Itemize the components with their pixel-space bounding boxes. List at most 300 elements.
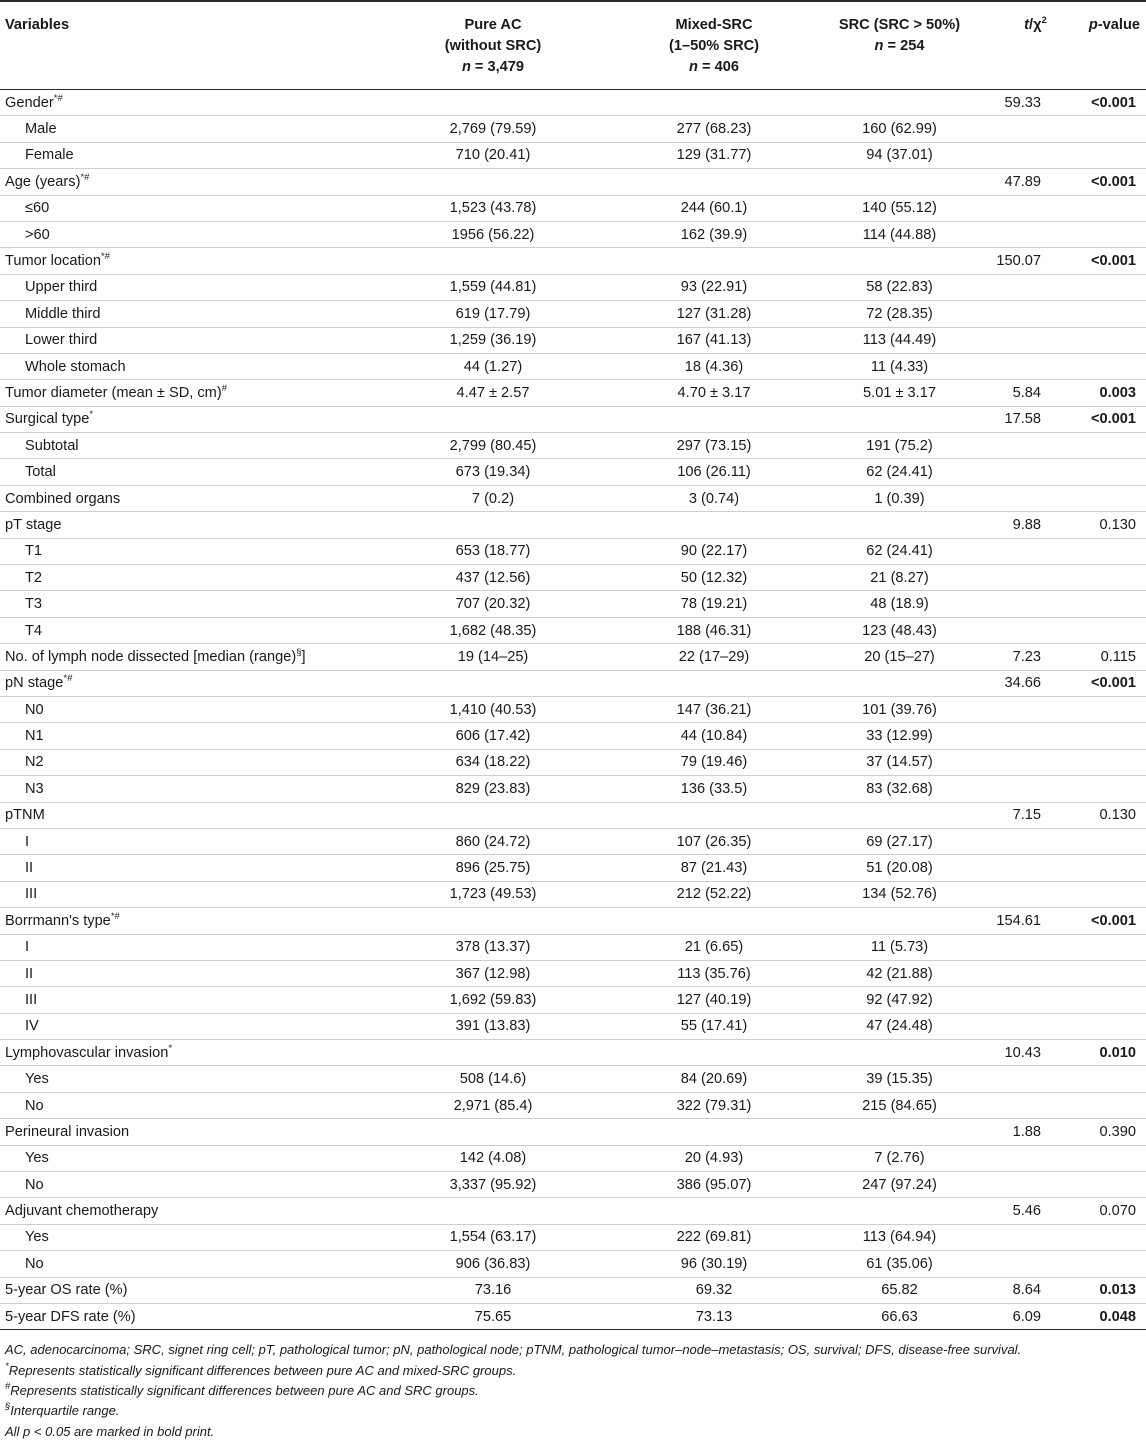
cell-pure-ac [374, 802, 612, 828]
footnote-marker: *# [53, 92, 63, 104]
cell-variable [0, 380, 374, 406]
cell-p-value [1062, 1092, 1146, 1118]
cell-variable [0, 301, 374, 327]
cell-mixed-src [612, 670, 816, 696]
cell-variable [0, 617, 374, 643]
cell-mixed-src [612, 1040, 816, 1066]
cell-pure-ac: 508 (14.6) [459, 1071, 527, 1088]
cell-statistic [983, 221, 1062, 247]
cell-pure-ac: 367 (12.98) [455, 965, 531, 982]
footnote-marker: *# [100, 251, 110, 263]
cell-mixed-src [612, 802, 816, 828]
cell-pure-ac: 7 (0.2) [471, 490, 515, 507]
variable-label: Yes [25, 1071, 49, 1088]
cell-mixed-src: 188 (46.31) [676, 622, 752, 639]
cell-pure-ac: 4.47 ± 2.57 [456, 384, 530, 401]
footnote-marker: *# [80, 171, 90, 183]
cell-p-value: <0.001 [1090, 253, 1136, 270]
cell-mixed-src: 18 (4.36) [684, 358, 744, 375]
cell-statistic [983, 1172, 1062, 1198]
variable-label: No [25, 1176, 44, 1193]
table-row [0, 1092, 1146, 1118]
header-p-value [1062, 1, 1146, 90]
variable-label: Adjuvant chemotherapy [5, 1203, 159, 1220]
footnote-hash [5, 1381, 1146, 1401]
cell-mixed-src: 21 (6.65) [684, 939, 744, 956]
cell-variable [0, 406, 374, 432]
cell-src: 66.63 [881, 1308, 918, 1325]
cell-p-value: 0.003 [1099, 384, 1136, 401]
n-symbol: n [461, 59, 471, 75]
cell-src: 48 (18.9) [870, 596, 929, 613]
cell-src [816, 908, 983, 934]
variable-label: N2 [25, 754, 44, 771]
cell-variable [0, 169, 374, 195]
cell-mixed-src [612, 1119, 816, 1145]
table-row [0, 908, 1146, 934]
table-row [0, 327, 1146, 353]
cell-pure-ac: 619 (17.79) [455, 305, 531, 322]
header-mixed-n [616, 57, 812, 78]
cell-p-value: <0.001 [1090, 173, 1136, 190]
cell-p-value: 0.115 [1100, 648, 1136, 665]
cell-statistic [983, 116, 1062, 142]
cell-pure-ac: 906 (36.83) [455, 1255, 531, 1272]
cell-statistic [983, 828, 1062, 854]
cell-p-value [1062, 301, 1146, 327]
table-row [0, 1066, 1146, 1092]
variable-label: No [25, 1255, 44, 1272]
cell-p-value: 0.013 [1099, 1282, 1136, 1299]
cell-variable [0, 1092, 374, 1118]
header-statistic [983, 1, 1062, 90]
cell-variable [0, 644, 374, 670]
cell-pure-ac: 142 (4.08) [459, 1150, 527, 1167]
variable-label: pTNM [5, 807, 45, 824]
table-row [0, 670, 1146, 696]
cell-variable [0, 1172, 374, 1198]
footnote-section [5, 1401, 1146, 1421]
cell-src: 51 (20.08) [866, 860, 933, 877]
cell-pure-ac: 707 (20.32) [455, 596, 531, 613]
cell-variable [0, 538, 374, 564]
cell-mixed-src [612, 908, 816, 934]
cell-p-value [1062, 987, 1146, 1013]
variable-label: II [25, 860, 34, 877]
variable-label: N1 [25, 728, 44, 745]
table-row [0, 221, 1146, 247]
cell-pure-ac: 44 (1.27) [463, 358, 523, 375]
cell-statistic [983, 565, 1062, 591]
footnote-marker: # [221, 382, 227, 394]
cell-p-value [1062, 353, 1146, 379]
table-row [0, 776, 1146, 802]
cell-pure-ac: 19 (14–25) [457, 648, 529, 665]
cell-pure-ac: 1,410 (40.53) [449, 701, 537, 718]
cell-pure-ac: 673 (19.34) [455, 464, 531, 481]
cell-src [816, 670, 983, 696]
cell-src: 134 (52.76) [862, 886, 937, 903]
cell-variable [0, 855, 374, 881]
cell-src [816, 1119, 983, 1145]
variable-label: III [25, 886, 38, 903]
table-row [0, 1277, 1146, 1303]
cell-pure-ac: 1,723 (49.53) [449, 886, 537, 903]
variable-label: Middle third [25, 305, 101, 322]
variable-label: Surgical type [5, 411, 90, 428]
cell-statistic: 5.84 [1012, 384, 1041, 401]
cell-variable [0, 142, 374, 168]
footnote-marker: § [296, 646, 302, 658]
cell-statistic: 7.23 [1012, 648, 1041, 665]
footnote-marker: * [168, 1042, 173, 1054]
cell-src: 42 (21.88) [866, 965, 933, 982]
table-row [0, 617, 1146, 643]
cell-variable [0, 881, 374, 907]
variable-label: 5-year DFS rate (%) [5, 1308, 136, 1325]
cell-src: 83 (32.68) [866, 780, 933, 797]
cell-mixed-src: 277 (68.23) [676, 121, 752, 138]
cell-src: 1 (0.39) [874, 490, 925, 507]
cell-p-value: <0.001 [1090, 94, 1136, 111]
table-body [0, 90, 1146, 1330]
cell-pure-ac: 1956 (56.22) [451, 226, 535, 243]
cell-p-value: 0.048 [1099, 1308, 1136, 1325]
footnote-section-mark: § [5, 1401, 11, 1413]
variable-label: Lower third [25, 332, 98, 349]
cell-src [816, 169, 983, 195]
cell-pure-ac: 1,554 (63.17) [449, 1229, 537, 1246]
cell-pure-ac: 860 (24.72) [455, 833, 531, 850]
header-src-line1: SRC (SRC > 50%) [838, 17, 961, 33]
cell-p-value [1062, 855, 1146, 881]
n-symbol: n [874, 38, 884, 54]
cell-statistic [983, 749, 1062, 775]
cell-mixed-src: 73.13 [695, 1308, 733, 1325]
cell-statistic [983, 142, 1062, 168]
cell-src: 72 (28.35) [866, 305, 933, 322]
table-row [0, 696, 1146, 722]
variable-label: Female [25, 147, 74, 164]
cell-variable [0, 1224, 374, 1250]
variable-label: Total [25, 464, 56, 481]
cell-p-value [1062, 1145, 1146, 1171]
cell-mixed-src [612, 1198, 816, 1224]
cell-p-value [1062, 195, 1146, 221]
cell-statistic [983, 195, 1062, 221]
header-mixed-line1: Mixed-SRC [675, 17, 753, 33]
cell-pure-ac: 1,259 (36.19) [449, 332, 537, 349]
header-pure-ac-n [378, 57, 608, 78]
cell-src: 113 (64.94) [862, 1229, 937, 1246]
cell-variable [0, 908, 374, 934]
cell-pure-ac [374, 248, 612, 274]
variable-label: T3 [25, 596, 43, 613]
variable-label: Gender [5, 94, 54, 111]
table-row [0, 248, 1146, 274]
footnote-section-text: Interquartile range. [10, 1403, 120, 1419]
cell-statistic [983, 696, 1062, 722]
cell-pure-ac: 710 (20.41) [455, 147, 531, 164]
table-row [0, 749, 1146, 775]
cell-statistic [983, 960, 1062, 986]
cell-src: 69 (27.17) [866, 833, 933, 850]
cell-statistic [983, 881, 1062, 907]
table-row [0, 274, 1146, 300]
cell-variable [0, 116, 374, 142]
cell-mixed-src: 79 (19.46) [680, 754, 748, 771]
cell-mixed-src: 69.32 [695, 1282, 733, 1299]
cell-src: 62 (24.41) [866, 464, 933, 481]
cell-variable [0, 1277, 374, 1303]
cell-mixed-src: 78 (19.21) [680, 596, 748, 613]
cell-p-value [1062, 881, 1146, 907]
variable-label: Tumor location [5, 253, 101, 270]
cell-statistic [983, 538, 1062, 564]
cell-mixed-src [612, 169, 816, 195]
cell-pure-ac: 2,799 (80.45) [449, 437, 537, 454]
cell-mixed-src: 22 (17–29) [678, 648, 750, 665]
cell-variable [0, 433, 374, 459]
cell-pure-ac [374, 169, 612, 195]
table-row [0, 433, 1146, 459]
cell-mixed-src: 162 (39.9) [680, 226, 748, 243]
cell-statistic [983, 776, 1062, 802]
cell-variable [0, 274, 374, 300]
table-row [0, 960, 1146, 986]
table-row [0, 353, 1146, 379]
footnote-star-text: Represents statistically significant differences between pure AC and mixed-SRC groups. [8, 1362, 517, 1378]
cell-statistic [983, 1145, 1062, 1171]
cell-p-value [1062, 274, 1146, 300]
cell-pure-ac: 829 (23.83) [455, 780, 531, 797]
variable-label: III [25, 991, 38, 1008]
cell-mixed-src: 3 (0.74) [688, 490, 740, 507]
p-suffix: -value [1097, 17, 1140, 33]
cell-src: 160 (62.99) [862, 121, 937, 138]
chi-symbol: /χ [1029, 17, 1042, 33]
cell-p-value [1062, 485, 1146, 511]
cell-statistic [983, 1224, 1062, 1250]
t-symbol: t [1024, 17, 1030, 33]
cell-pure-ac: 896 (25.75) [455, 860, 531, 877]
table-row [0, 169, 1146, 195]
cell-variable [0, 670, 374, 696]
cell-statistic: 47.89 [1004, 173, 1041, 190]
cell-pure-ac: 1,559 (44.81) [449, 279, 537, 296]
cell-variable [0, 1040, 374, 1066]
cell-p-value: 0.390 [1099, 1123, 1136, 1140]
cell-pure-ac: 653 (18.77) [455, 543, 531, 560]
cell-p-value [1062, 1224, 1146, 1250]
table-row [0, 987, 1146, 1013]
table-row [0, 116, 1146, 142]
cell-variable [0, 960, 374, 986]
cell-pure-ac [374, 1040, 612, 1066]
variable-label: I [25, 833, 30, 850]
cell-src: 247 (97.24) [862, 1176, 937, 1193]
table-row [0, 406, 1146, 432]
cell-p-value [1062, 433, 1146, 459]
cell-pure-ac: 1,682 (48.35) [449, 622, 537, 639]
cell-mixed-src: 297 (73.15) [676, 437, 752, 454]
cell-mixed-src: 4.70 ± 3.17 [677, 384, 751, 401]
cell-p-value [1062, 696, 1146, 722]
table-row [0, 1145, 1146, 1171]
cell-statistic: 7.15 [1012, 807, 1041, 824]
cell-mixed-src: 20 (4.93) [684, 1150, 744, 1167]
cell-src: 58 (22.83) [866, 279, 933, 296]
cell-variable [0, 934, 374, 960]
cell-variable [0, 353, 374, 379]
table-row [0, 591, 1146, 617]
cell-pure-ac: 606 (17.42) [455, 728, 531, 745]
cell-src: 114 (44.88) [862, 226, 937, 243]
variable-label: II [25, 965, 34, 982]
cell-src: 65.82 [881, 1282, 918, 1299]
cell-mixed-src: 106 (26.11) [677, 464, 751, 481]
chi-exponent: 2 [1041, 15, 1047, 26]
cell-pure-ac: 391 (13.83) [455, 1018, 531, 1035]
cell-mixed-src: 44 (10.84) [680, 728, 748, 745]
cell-variable [0, 1119, 374, 1145]
cell-mixed-src: 90 (22.17) [680, 543, 748, 560]
cell-mixed-src: 50 (12.32) [680, 569, 748, 586]
variable-label: Yes [25, 1150, 49, 1167]
header-mixed-src [612, 1, 816, 90]
variable-label: pN stage [5, 675, 64, 692]
variable-label: pT stage [5, 516, 62, 533]
cell-statistic [983, 485, 1062, 511]
table-row [0, 723, 1146, 749]
cell-p-value [1062, 538, 1146, 564]
cell-p-value: <0.001 [1090, 675, 1136, 692]
cell-statistic [983, 723, 1062, 749]
cell-pure-ac: 378 (13.37) [455, 939, 531, 956]
cell-pure-ac [374, 512, 612, 538]
variable-label: Borrmann's type [5, 912, 111, 929]
cell-variable [0, 1251, 374, 1277]
cell-statistic [983, 433, 1062, 459]
cell-variable [0, 221, 374, 247]
cell-p-value [1062, 142, 1146, 168]
cell-src: 113 (44.49) [862, 332, 937, 349]
table-row [0, 881, 1146, 907]
cell-src [816, 1040, 983, 1066]
table-row [0, 195, 1146, 221]
cell-p-value [1062, 116, 1146, 142]
cell-statistic: 34.66 [1004, 675, 1041, 692]
cell-statistic [983, 1251, 1062, 1277]
cell-statistic: 6.09 [1012, 1308, 1041, 1325]
cell-mixed-src: 55 (17.41) [680, 1018, 748, 1035]
cell-src: 11 (5.73) [870, 939, 929, 956]
cell-mixed-src: 322 (79.31) [676, 1097, 752, 1114]
cell-variable [0, 512, 374, 538]
cell-variable [0, 776, 374, 802]
footnote-marker: *# [63, 673, 73, 685]
cell-p-value [1062, 617, 1146, 643]
cell-pure-ac: 437 (12.56) [455, 569, 531, 586]
footnote-bold: All p < 0.05 are marked in bold print. [5, 1423, 215, 1439]
cell-variable [0, 459, 374, 485]
cell-src: 123 (48.43) [862, 622, 937, 639]
cell-pure-ac [374, 90, 612, 116]
cell-pure-ac: 2,769 (79.59) [449, 121, 537, 138]
cell-mixed-src: 127 (40.19) [676, 991, 752, 1008]
cell-src: 61 (35.06) [866, 1255, 933, 1272]
variable-label: T1 [25, 543, 43, 560]
footnote-star-mark: * [5, 1360, 9, 1372]
cell-statistic [983, 327, 1062, 353]
cell-mixed-src [612, 248, 816, 274]
table-row [0, 142, 1146, 168]
cell-mixed-src [612, 90, 816, 116]
cell-src: 5.01 ± 3.17 [863, 384, 936, 401]
table-row [0, 934, 1146, 960]
variable-label: Subtotal [25, 437, 79, 454]
cell-mixed-src: 127 (31.28) [676, 305, 752, 322]
cell-statistic [983, 934, 1062, 960]
variable-label: T2 [25, 569, 43, 586]
table-header [0, 1, 1146, 90]
cell-p-value [1062, 1066, 1146, 1092]
cell-mixed-src: 87 (21.43) [680, 860, 748, 877]
cell-statistic [983, 274, 1062, 300]
n-value: = 254 [883, 38, 925, 54]
table-row [0, 565, 1146, 591]
footnote-marker: *# [110, 910, 120, 922]
variable-label: ≤60 [25, 200, 50, 217]
variable-label: IV [25, 1018, 39, 1035]
cell-variable [0, 828, 374, 854]
cell-variable [0, 1013, 374, 1039]
cell-src: 37 (14.57) [866, 754, 933, 771]
cell-statistic [983, 1092, 1062, 1118]
variable-label: Lymphovascular invasion [5, 1044, 169, 1061]
table-row [0, 644, 1146, 670]
cell-mixed-src: 167 (41.13) [676, 332, 752, 349]
cell-src [816, 248, 983, 274]
cell-mixed-src: 84 (20.69) [680, 1071, 748, 1088]
cell-statistic [983, 1013, 1062, 1039]
cell-src: 21 (8.27) [870, 569, 929, 586]
table-row [0, 459, 1146, 485]
cell-src: 92 (47.92) [866, 991, 933, 1008]
cell-src [816, 802, 983, 828]
header-src-n [820, 36, 979, 57]
footnote-marker: * [89, 409, 94, 421]
cell-src: 101 (39.76) [862, 701, 937, 718]
cell-p-value [1062, 565, 1146, 591]
cell-mixed-src: 147 (36.21) [676, 701, 752, 718]
cell-src: 215 (84.65) [862, 1097, 937, 1114]
cell-p-value: 0.010 [1099, 1044, 1136, 1061]
variable-label: N0 [25, 701, 44, 718]
cell-statistic: 1.88 [1012, 1123, 1041, 1140]
cell-src: 140 (55.12) [862, 200, 937, 217]
cell-statistic: 150.07 [996, 253, 1041, 270]
table-row [0, 828, 1146, 854]
cell-statistic [983, 855, 1062, 881]
cell-p-value [1062, 459, 1146, 485]
cell-pure-ac: 2,971 (85.4) [453, 1097, 533, 1114]
cell-p-value [1062, 960, 1146, 986]
variable-label: No [25, 1097, 44, 1114]
cell-p-value [1062, 327, 1146, 353]
cell-pure-ac [374, 1198, 612, 1224]
cell-statistic: 9.88 [1012, 516, 1041, 533]
